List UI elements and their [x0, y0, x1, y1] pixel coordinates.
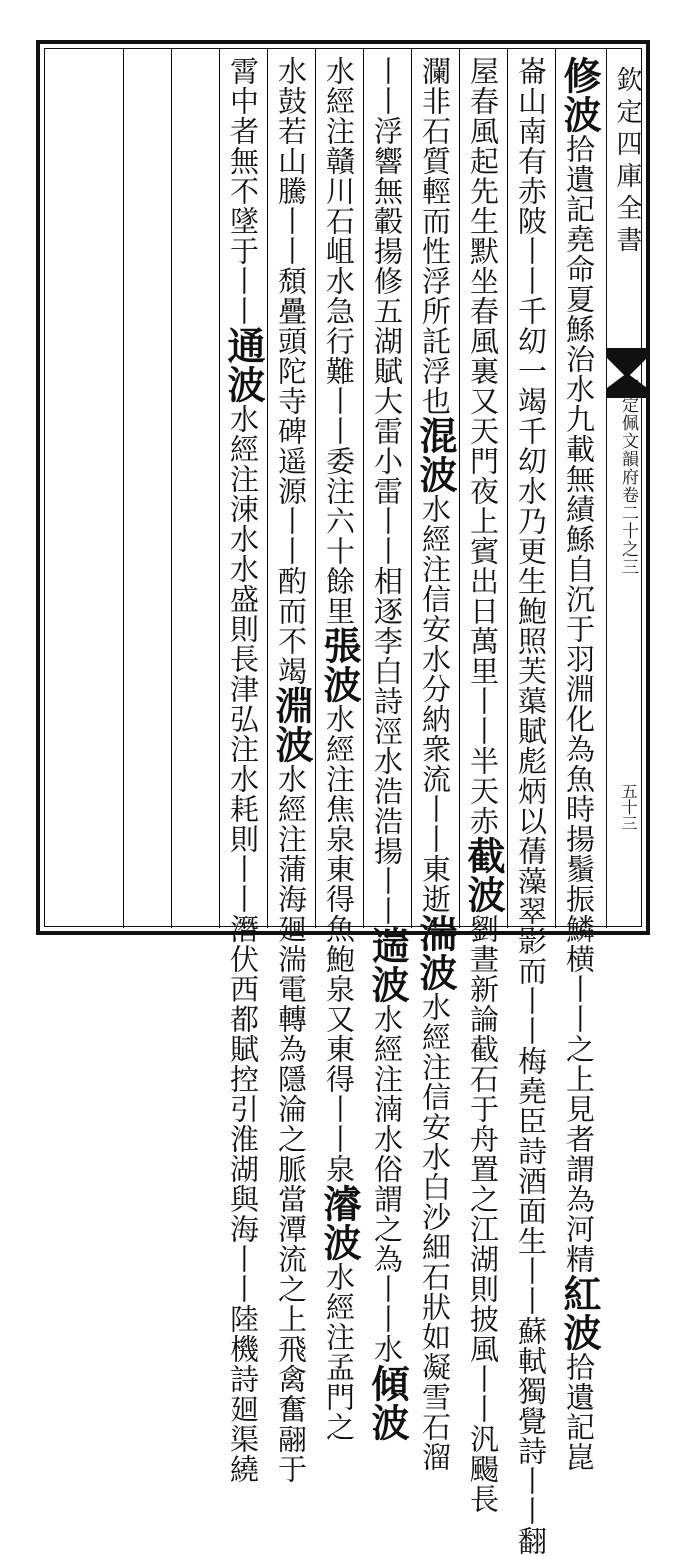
text-column-8	[219, 56, 267, 1484]
column-rule	[123, 48, 124, 928]
headword: 紅波	[557, 1274, 602, 1352]
entry-text: 丨丨浮響無轂揚修五湖賦大雷小雷丨丨相逐李白詩涇水浩浩揚丨丨	[370, 56, 404, 926]
entry-text: 瀾非石質輕而性浮所託浮也	[418, 56, 452, 416]
headword: 修波	[557, 56, 602, 134]
column-rule	[171, 48, 172, 928]
text-column-5	[363, 56, 411, 1442]
headword: 張波	[317, 626, 362, 704]
text-column-2	[507, 56, 555, 1556]
entry-text: 屋春風起先生默坐春風裏又天門夜上賓出日萬里丨丨半天赤	[466, 56, 500, 836]
headword: 遄波	[365, 926, 410, 1004]
headword: 濬波	[317, 1184, 362, 1262]
headword: 混波	[413, 416, 458, 494]
entry-text: 水經注涑水水盛則長津弘注水耗則丨丨潛伏西都賦控引淮湖與海丨丨陸機詩廻渠繞	[226, 404, 260, 1484]
headword: 淵波	[269, 686, 314, 764]
entry-text: 崙山南有赤陂丨丨千㓜一竭千㓜水乃更生鮑照芙蕖賦彪炳以蒨藻翠影而丨丨梅堯臣詩酒面生丨丨蘇軾獨覺詩丨丨翻	[514, 56, 548, 1556]
entry-text: 水經注信安水白沙細石狀如凝雪石溜	[418, 992, 452, 1472]
text-column-6	[315, 56, 363, 1442]
entry-text: 水鼓若山騰丨丨頹疊頭陀寺碑遥源丨丨酌而不竭	[274, 56, 308, 686]
entry-text: 水經注信安水分納衆流丨丨東逝	[418, 494, 452, 914]
entry-text: 水經注贛川石岨水急行難丨丨委注六十餘里	[322, 56, 356, 626]
entry-text: 拾遺記崑	[562, 1352, 596, 1472]
text-column-7	[267, 56, 315, 1484]
headword: 通波	[221, 326, 266, 404]
text-column-4	[411, 56, 459, 1472]
book-title: 欽定四庫全書	[612, 66, 642, 258]
entry-text: 劉晝新論截石于舟置之江湖則披風丨丨汎颺長	[466, 914, 500, 1514]
entry-text: 水經注孟門之	[322, 1262, 356, 1442]
text-column-1	[555, 56, 603, 1472]
entry-text: 霄中者無不墜于丨丨	[226, 56, 260, 326]
folio-number: 五十三	[619, 783, 638, 831]
entry-text: 水經注湳水俗謂之為丨丨水	[370, 1004, 404, 1364]
section-label: 御定佩文韻府卷二十之三	[618, 378, 638, 576]
text-column-3	[459, 56, 507, 1514]
entry-text: 水經注蒲海廻湍電轉為隱淪之脈當潭流之上飛禽奮翮于	[274, 764, 308, 1484]
headword: 截波	[461, 836, 506, 914]
banner-column	[606, 48, 647, 928]
headword: 湍波	[413, 914, 458, 992]
headword: 傾波	[365, 1364, 410, 1442]
entry-text: 水經注焦泉東得魚鮑泉又東得丨丨泉	[322, 704, 356, 1184]
entry-text: 拾遺記堯命夏鯀治水九載無績鯀自沉于羽淵化為魚時揚鬚振鱗横丨丨之上見者謂為河精	[562, 134, 596, 1274]
